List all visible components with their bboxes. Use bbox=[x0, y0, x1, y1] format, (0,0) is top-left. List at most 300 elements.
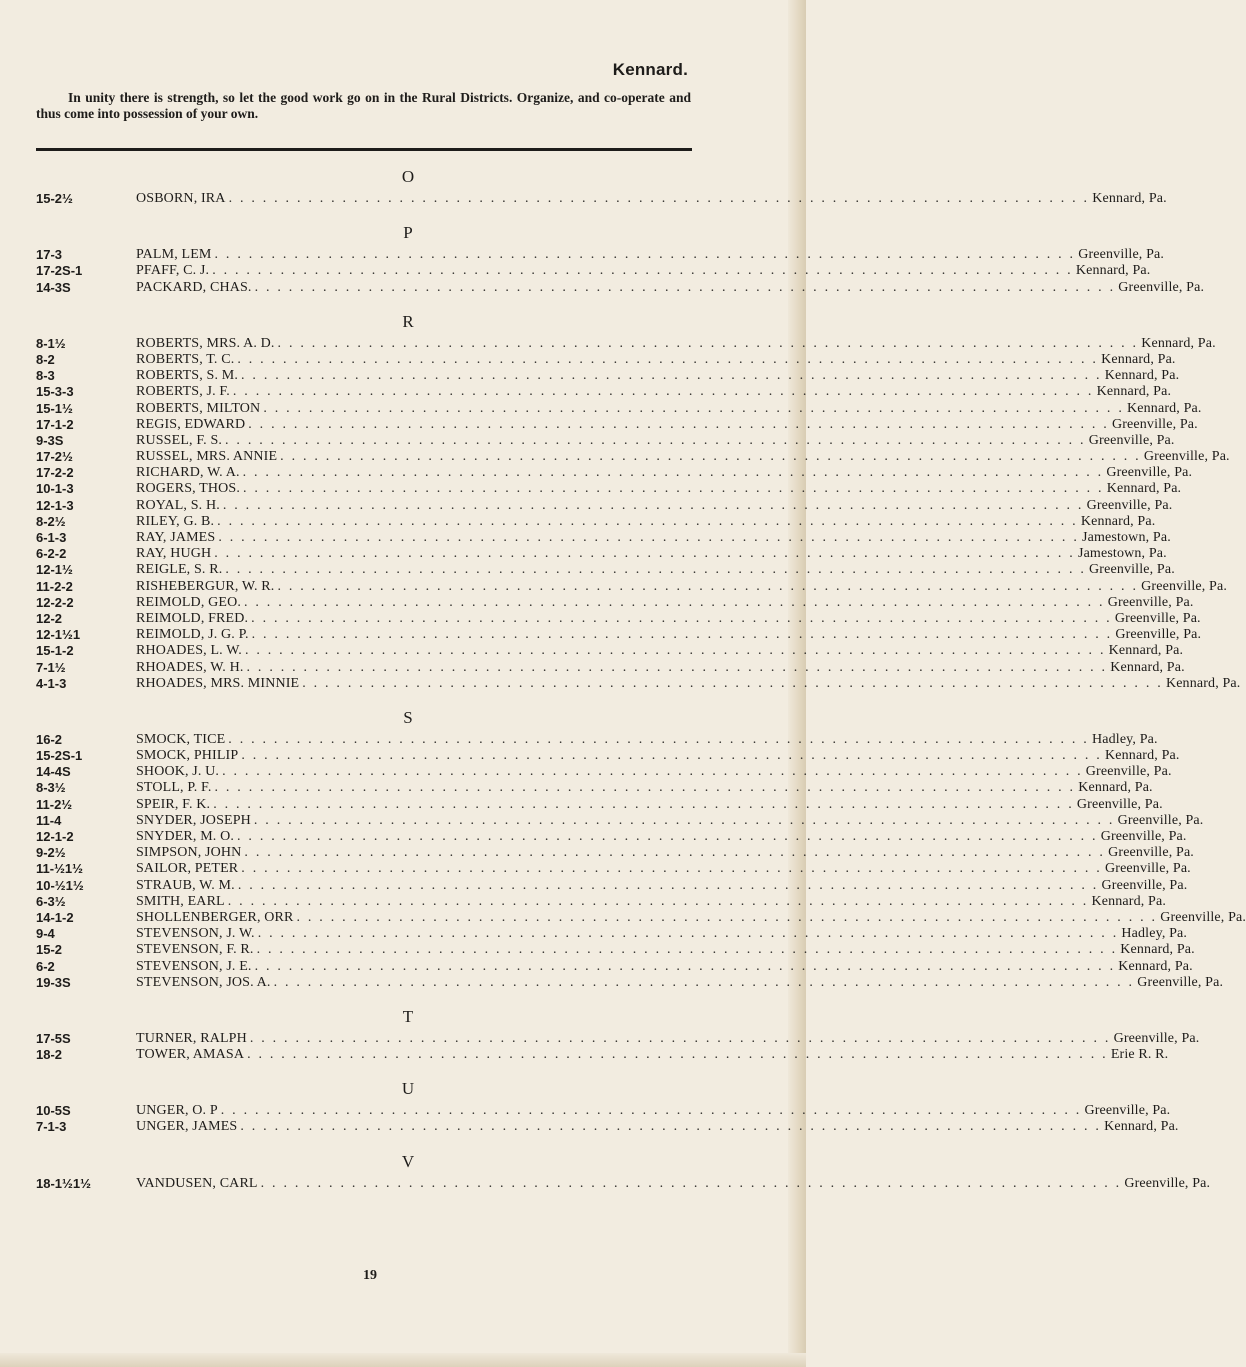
entry-line bbox=[136, 513, 1156, 530]
entry-name: RHOADES, L. W. bbox=[136, 643, 242, 659]
page-bottom-edge bbox=[0, 1353, 806, 1367]
list-item bbox=[0, 893, 1166, 910]
entry-location: Greenville, Pa. bbox=[1111, 416, 1198, 432]
entry-code: 19-3S bbox=[36, 974, 71, 990]
list-item bbox=[0, 780, 1153, 796]
entry-line bbox=[136, 958, 1193, 975]
entry-line bbox=[136, 877, 1188, 894]
dot-leader: . . . . . . . . . . . . . . . . . . . . . . . . . . . . . . . . . . . . . . . . . . . . . . . . . . . . . . . . . . . . . . . . . . . . . . . . . . . . bbox=[249, 1030, 1111, 1046]
entry-code: 12-1-2 bbox=[36, 829, 74, 844]
dot-leader: . . . . . . . . . . . . . . . . . . . . . . . . . . . . . . . . . . . . . . . . . . . . . . . . . . . . . . . . . . . . . . . . . . . . . . . . . . . . bbox=[277, 335, 1139, 351]
dot-leader: . . . . . . . . . . . . . . . . . . . . . . . . . . . . . . . . . . . . . . . . . . . . . . . . . . . . . . . . . . . . . . . . . . . . . . . . . . . . bbox=[244, 845, 1106, 861]
entry-location: Kennard, Pa. bbox=[1118, 958, 1193, 974]
dot-leader: . . . . . . . . . . . . . . . . . . . . . . . . . . . . . . . . . . . . . . . . . . . . . . . . . . . . . . . . . . . . . . . . . . . . . . . . . . . . bbox=[248, 416, 1109, 432]
dot-leader: . . . . . . . . . . . . . . . . . . . . . . . . . . . . . . . . . . . . . . . . . . . . . . . . . . . . . . . . . . . . . . . . . . . . . . . . . . . . bbox=[263, 400, 1125, 416]
entry-location: Greenville, Pa. bbox=[1108, 845, 1194, 861]
list-item bbox=[0, 1103, 1171, 1119]
entry-name: STEVENSON, F. R. bbox=[136, 942, 254, 958]
entry-code: 11-½1½ bbox=[36, 861, 83, 877]
dot-leader: . . . . . . . . . . . . . . . . . . . . . . . . . . . . . . . . . . . . . . . . . . . . . . . . . . . . . . . . . . . . . . . . . . . . . . . . . . . . bbox=[256, 942, 1118, 958]
entry-line bbox=[136, 812, 1204, 829]
section-r bbox=[0, 308, 1241, 692]
entry-code: 17-5S bbox=[36, 1030, 71, 1046]
entry-code: 12-2 bbox=[36, 610, 63, 626]
page-title: Kennard. bbox=[612, 60, 688, 79]
entry-line bbox=[136, 845, 1194, 861]
section-letter: U bbox=[401, 1079, 415, 1099]
entry-line bbox=[136, 659, 1185, 676]
list-item bbox=[0, 942, 1195, 958]
dot-leader: . . . . . . . . . . . . . . . . . . . . . . . . . . . . . . . . . . . . . . . . . . . . . . . . . . . . . . . . . . . . . . . . . . . . . . . . . . . . bbox=[237, 877, 1099, 893]
entry-location: Greenville, Pa. bbox=[1114, 610, 1201, 626]
entry-name: RICHARD, W. A. bbox=[136, 465, 240, 481]
entry-location: Kennard, Pa. bbox=[1101, 351, 1176, 367]
entry-location: Greenville, Pa. bbox=[1107, 594, 1194, 610]
entry-code: 10-1-3 bbox=[36, 481, 74, 497]
section-u bbox=[0, 1075, 1179, 1135]
entry-location: Greenville, Pa. bbox=[1124, 1175, 1211, 1191]
entry-line bbox=[136, 279, 1205, 296]
list-item bbox=[0, 578, 1227, 595]
entry-location: Kennard, Pa. bbox=[1108, 643, 1184, 659]
dot-leader: . . . . . . . . . . . . . . . . . . . . . . . . . . . . . . . . . . . . . . . . . . . . . . . . . . . . . . . . . . . . . . . . . . . . . . . . . . . . bbox=[232, 384, 1094, 400]
entry-code: 10-5S bbox=[36, 1103, 71, 1119]
entry-location: Kennard, Pa. bbox=[1078, 780, 1153, 796]
entry-location: Greenville, Pa. bbox=[1141, 578, 1227, 594]
dot-leader: . . . . . . . . . . . . . . . . . . . . . . . . . . . . . . . . . . . . . . . . . . . . . . . . . . . . . . . . . . . . . . . . . . . . . . . . . . . . bbox=[241, 748, 1103, 764]
entry-location: Kennard, Pa. bbox=[1092, 191, 1167, 206]
entry-code: 15-3-3 bbox=[36, 384, 74, 400]
entry-code: 7-1-3 bbox=[36, 1119, 67, 1135]
entry-line bbox=[136, 247, 1165, 263]
list-item bbox=[0, 958, 1193, 975]
list-item bbox=[0, 247, 1165, 263]
dot-leader: . . . . . . . . . . . . . . . . . . . . . . . . . . . . . . . . . . . . . . . . . . . . . . . . . . . . . . . . . . . . . . . . . . . . . . . . . . . . bbox=[220, 1103, 1082, 1119]
entry-location: Kennard, Pa. bbox=[1080, 513, 1156, 529]
dot-leader: . . . . . . . . . . . . . . . . . . . . . . . . . . . . . . . . . . . . . . . . . . . . . . . . . . . . . . . . . . . . . . . . . . . . . . . . . . . . bbox=[222, 497, 1084, 513]
entry-location: Greenville, Pa. bbox=[1137, 974, 1224, 990]
entry-line bbox=[136, 974, 1224, 991]
entry-code: 8-3½ bbox=[36, 780, 66, 796]
entry-code: 6-1-3 bbox=[36, 530, 67, 545]
section-letter: R bbox=[402, 311, 414, 331]
entry-name: STEVENSON, JOS. A. bbox=[136, 974, 271, 990]
entry-line bbox=[136, 432, 1175, 449]
entry-name: ROBERTS, MRS. A. D. bbox=[136, 335, 275, 351]
list-item bbox=[0, 829, 1187, 845]
list-item bbox=[0, 1175, 1211, 1192]
dot-leader: . . . . . . . . . . . . . . . . . . . . . . . . . . . . . . . . . . . . . . . . . . . . . . . . . . . . . . . . . . . . . . . . . . . . . . . . . . . . bbox=[212, 263, 1073, 279]
section-letter: P bbox=[403, 223, 413, 243]
entry-code: 12-2-2 bbox=[36, 594, 74, 610]
entry-name: STOLL, P. F. bbox=[136, 780, 212, 796]
entry-location: Greenville, Pa. bbox=[1085, 764, 1172, 780]
entry-name: UNGER, O. P bbox=[136, 1103, 218, 1119]
entry-line bbox=[136, 1047, 1169, 1063]
dot-leader: . . . . . . . . . . . . . . . . . . . . . . . . . . . . . . . . . . . . . . . . . . . . . . . . . . . . . . . . . . . . . . . . . . . . . . . . . . . . bbox=[257, 926, 1119, 942]
entry-name: RAY, HUGH bbox=[136, 546, 212, 562]
list-item bbox=[0, 845, 1194, 861]
entry-line bbox=[136, 942, 1195, 958]
entry-location: Hadley, Pa. bbox=[1121, 926, 1188, 942]
entry-code: 15-1½ bbox=[36, 400, 73, 416]
dot-leader: . . . . . . . . . . . . . . . . . . . . . . . . . . . . . . . . . . . . . . . . . . . . . . . . . . . . . . . . . . . . . . . . . . . . . . . . . . . . bbox=[227, 893, 1089, 909]
dot-leader: . . . . . . . . . . . . . . . . . . . . . . . . . . . . . . . . . . . . . . . . . . . . . . . . . . . . . . . . . . . . . . . . . . . . . . . . . . . . bbox=[254, 279, 1116, 295]
entry-location: Hadley, Pa. bbox=[1092, 731, 1158, 747]
entry-code: 8-3 bbox=[36, 368, 55, 384]
entry-line bbox=[136, 731, 1158, 748]
entry-name: TURNER, RALPH bbox=[136, 1030, 247, 1046]
entry-location: Jamestown, Pa. bbox=[1082, 530, 1171, 545]
entry-line bbox=[136, 335, 1216, 352]
entry-name: PFAFF, C. J. bbox=[136, 263, 210, 279]
entry-location: Greenville, Pa. bbox=[1106, 465, 1193, 481]
list-item bbox=[0, 731, 1158, 748]
entry-location: Kennard, Pa. bbox=[1141, 335, 1216, 351]
entry-code: 6-2-2 bbox=[36, 546, 67, 562]
entry-line bbox=[136, 909, 1246, 926]
dot-leader: . . . . . . . . . . . . . . . . . . . . . . . . . . . . . . . . . . . . . . . . . . . . . . . . . . . . . . . . . . . . . . . . . . . . . . . . . . . . bbox=[240, 1119, 1102, 1135]
dot-leader: . . . . . . . . . . . . . . . . . . . . . . . . . . . . . . . . . . . . . . . . . . . . . . . . . . . . . . . . . . . . . . . . . . . . . . . . . . . . bbox=[247, 1047, 1108, 1063]
entry-code: 15-2 bbox=[36, 942, 63, 958]
entry-code: 15-2S-1 bbox=[36, 748, 83, 764]
entry-name: RHOADES, W. H. bbox=[136, 659, 244, 675]
entry-code: 8-2½ bbox=[36, 513, 66, 529]
section-letter: V bbox=[401, 1151, 415, 1171]
entry-code: 9-2½ bbox=[36, 845, 66, 861]
entry-code: 11-2-2 bbox=[36, 578, 73, 594]
list-item bbox=[0, 497, 1173, 514]
entry-code: 12-1½1 bbox=[36, 627, 81, 643]
list-item bbox=[0, 530, 1171, 546]
entry-name: STEVENSON, J. E. bbox=[136, 958, 252, 974]
entry-name: REIMOLD, FRED. bbox=[136, 610, 249, 626]
directory-listing bbox=[0, 163, 1246, 1204]
entry-location: Greenville, Pa. bbox=[1089, 562, 1175, 578]
entry-code: 17-2-2 bbox=[36, 465, 74, 481]
entry-line bbox=[136, 497, 1173, 514]
entry-line bbox=[136, 594, 1194, 611]
section-letter: T bbox=[402, 1006, 414, 1026]
entry-code: 16-2 bbox=[36, 731, 63, 747]
dot-leader: . . . . . . . . . . . . . . . . . . . . . . . . . . . . . . . . . . . . . . . . . . . . . . . . . . . . . . . . . . . . . . . . . . . . . . . . . . . . bbox=[241, 368, 1102, 384]
entry-line bbox=[136, 1175, 1211, 1192]
entry-line bbox=[136, 764, 1172, 780]
entry-location: Greenville, Pa. bbox=[1160, 909, 1246, 925]
entry-code: 17-2S-1 bbox=[36, 263, 83, 279]
entry-code: 7-1½ bbox=[36, 659, 66, 675]
intro-paragraph: In unity there is strength, so let the good work go on in the Rural Districts. Organize, and co-operate and thus come into possession of your own. bbox=[36, 90, 691, 121]
entry-location: Kennard, Pa. bbox=[1110, 659, 1185, 675]
entry-location: Jamestown, Pa. bbox=[1077, 546, 1167, 562]
entry-line bbox=[136, 368, 1180, 384]
dot-leader: . . . . . . . . . . . . . . . . . . . . . . . . . . . . . . . . . . . . . . . . . . . . . . . . . . . . . . . . . . . . . . . . . . . . . . . . . . . . bbox=[251, 627, 1113, 643]
entry-name: STRAUB, W. M. bbox=[136, 877, 235, 893]
entry-code: 17-1-2 bbox=[36, 416, 74, 432]
entry-line bbox=[136, 546, 1167, 562]
entry-location: Kennard, Pa. bbox=[1096, 384, 1172, 400]
list-item bbox=[0, 764, 1172, 780]
list-item bbox=[0, 279, 1205, 296]
entry-name: ROGERS, THOS. bbox=[136, 481, 240, 497]
entry-name: SAILOR, PETER bbox=[136, 861, 239, 877]
section-letter: S bbox=[403, 707, 413, 727]
entry-name: SHOLLENBERGER, ORR bbox=[136, 909, 294, 925]
dot-leader: . . . . . . . . . . . . . . . . . . . . . . . . . . . . . . . . . . . . . . . . . . . . . . . . . . . . . . . . . . . . . . . . . . . . . . . . . . . . bbox=[218, 530, 1080, 545]
entry-location: Kennard, Pa. bbox=[1105, 748, 1180, 764]
dot-leader: . . . . . . . . . . . . . . . . . . . . . . . . . . . . . . . . . . . . . . . . . . . . . . . . . . . . . . . . . . . . . . . . . . . . . . . . . . . . bbox=[213, 796, 1074, 812]
entry-name: RISHEBERGUR, W. R. bbox=[136, 578, 275, 594]
entry-code: 9-4 bbox=[36, 926, 55, 942]
dot-leader: . . . . . . . . . . . . . . . . . . . . . . . . . . . . . . . . . . . . . . . . . . . . . . . . . . . . . . . . . . . . . . . . . . . . . . . . . . . . bbox=[296, 909, 1158, 925]
entry-location: Greenville, Pa. bbox=[1143, 449, 1230, 465]
entry-line bbox=[136, 861, 1191, 877]
entry-code: 6-3½ bbox=[36, 893, 66, 909]
dot-leader: . . . . . . . . . . . . . . . . . . . . . . . . . . . . . . . . . . . . . . . . . . . . . . . . . . . . . . . . . . . . . . . . . . . . . . . . . . . . bbox=[228, 731, 1089, 747]
entry-location: Kennard, Pa. bbox=[1120, 942, 1195, 958]
dot-leader: . . . . . . . . . . . . . . . . . . . . . . . . . . . . . . . . . . . . . . . . . . . . . . . . . . . . . . . . . . . . . . . . . . . . . . . . . . . . bbox=[243, 481, 1104, 497]
entry-location: Kennard, Pa. bbox=[1104, 368, 1180, 384]
list-item bbox=[0, 368, 1180, 384]
list-item bbox=[0, 748, 1180, 764]
dot-leader: . . . . . . . . . . . . . . . . . . . . . . . . . . . . . . . . . . . . . . . . . . . . . . . . . . . . . . . . . . . . . . . . . . . . . . . . . . . . bbox=[273, 974, 1135, 990]
entry-name: SIMPSON, JOHN bbox=[136, 845, 242, 861]
entry-name: REIGLE, S. R. bbox=[136, 562, 223, 578]
entry-name: PACKARD, CHAS. bbox=[136, 279, 252, 295]
entry-line bbox=[136, 1030, 1200, 1047]
entry-name: STEVENSON, J. W. bbox=[136, 926, 255, 942]
list-item bbox=[0, 481, 1182, 497]
entry-line bbox=[136, 578, 1227, 595]
dot-leader: . . . . . . . . . . . . . . . . . . . . . . . . . . . . . . . . . . . . . . . . . . . . . . . . . . . . . . . . . . . . . . . . . . . . . . . . . . . . bbox=[246, 659, 1108, 675]
list-item bbox=[0, 659, 1185, 676]
list-item bbox=[0, 562, 1175, 578]
list-item bbox=[0, 416, 1198, 433]
entry-code: 17-2½ bbox=[36, 449, 73, 465]
entry-line bbox=[136, 191, 1167, 207]
entry-name: RAY, JAMES bbox=[136, 530, 216, 545]
dot-leader: . . . . . . . . . . . . . . . . . . . . . . . . . . . . . . . . . . . . . . . . . . . . . . . . . . . . . . . . . . . . . . . . . . . . . . . . . . . . bbox=[222, 764, 1083, 780]
entry-name: OSBORN, IRA bbox=[136, 191, 226, 206]
entry-line bbox=[136, 449, 1230, 465]
entry-line bbox=[136, 1103, 1171, 1119]
dot-leader: . . . . . . . . . . . . . . . . . . . . . . . . . . . . . . . . . . . . . . . . . . . . . . . . . . . . . . . . . . . . . . . . . . . . . . . . . . . . bbox=[225, 432, 1086, 448]
dot-leader: . . . . . . . . . . . . . . . . . . . . . . . . . . . . . . . . . . . . . . . . . . . . . . . . . . . . . . . . . . . . . . . . . . . . . . . . . . . . bbox=[253, 812, 1115, 828]
header-rule bbox=[36, 148, 692, 151]
list-item bbox=[0, 610, 1201, 627]
entry-code: 14-4S bbox=[36, 764, 71, 780]
entry-code: 6-2 bbox=[36, 958, 55, 974]
list-item bbox=[0, 351, 1176, 368]
entry-code: 15-2½ bbox=[36, 191, 73, 206]
entry-name: SPEIR, F. K. bbox=[136, 796, 211, 812]
dot-leader: . . . . . . . . . . . . . . . . . . . . . . . . . . . . . . . . . . . . . . . . . . . . . . . . . . . . . . . . . . . . . . . . . . . . . . . . . . . . bbox=[237, 829, 1098, 844]
entry-line bbox=[136, 829, 1187, 845]
entry-name: RHOADES, MRS. MINNIE bbox=[136, 675, 300, 691]
dot-leader: . . . . . . . . . . . . . . . . . . . . . . . . . . . . . . . . . . . . . . . . . . . . . . . . . . . . . . . . . . . . . . . . . . . . . . . . . . . . bbox=[280, 449, 1141, 465]
dot-leader: . . . . . . . . . . . . . . . . . . . . . . . . . . . . . . . . . . . . . . . . . . . . . . . . . . . . . . . . . . . . . . . . . . . . . . . . . . . . bbox=[254, 958, 1116, 974]
dot-leader: . . . . . . . . . . . . . . . . . . . . . . . . . . . . . . . . . . . . . . . . . . . . . . . . . . . . . . . . . . . . . . . . . . . . . . . . . . . . bbox=[242, 465, 1104, 481]
entry-line bbox=[136, 384, 1172, 400]
entry-name: SMOCK, TICE bbox=[136, 731, 226, 747]
list-item bbox=[0, 513, 1156, 530]
entry-line bbox=[136, 400, 1202, 417]
entry-code: 11-4 bbox=[36, 812, 62, 828]
list-item bbox=[0, 861, 1191, 877]
entry-line bbox=[136, 416, 1198, 433]
list-item bbox=[0, 643, 1184, 659]
entry-location: Greenville, Pa. bbox=[1118, 279, 1205, 295]
dot-leader: . . . . . . . . . . . . . . . . . . . . . . . . . . . . . . . . . . . . . . . . . . . . . . . . . . . . . . . . . . . . . . . . . . . . . . . . . . . . bbox=[214, 780, 1076, 796]
dot-leader: . . . . . . . . . . . . . . . . . . . . . . . . . . . . . . . . . . . . . . . . . . . . . . . . . . . . . . . . . . . . . . . . . . . . . . . . . . . . bbox=[251, 610, 1112, 626]
entry-line bbox=[136, 530, 1171, 546]
section-v bbox=[0, 1148, 1211, 1192]
entry-name: RILEY, G. B. bbox=[136, 513, 215, 529]
list-item bbox=[0, 384, 1172, 400]
entry-location: Kennard, Pa. bbox=[1165, 675, 1241, 691]
entry-line bbox=[136, 351, 1176, 368]
list-item bbox=[0, 877, 1188, 894]
list-item bbox=[0, 796, 1163, 813]
entry-name: PALM, LEM bbox=[136, 247, 212, 263]
entry-name: ROBERTS, MILTON bbox=[136, 400, 261, 416]
entry-location: Greenville, Pa. bbox=[1086, 497, 1173, 513]
entry-code: 14-1-2 bbox=[36, 909, 74, 925]
page-number: 19 bbox=[363, 1268, 377, 1283]
section-p bbox=[0, 219, 1205, 296]
list-item bbox=[0, 1047, 1169, 1063]
list-item bbox=[0, 335, 1216, 352]
entry-line bbox=[136, 796, 1163, 813]
entry-name: REGIS, EDWARD bbox=[136, 416, 246, 432]
entry-name: REIMOLD, J. G. P. bbox=[136, 627, 249, 643]
entry-code: 10-½1½ bbox=[36, 877, 84, 893]
entry-code: 8-2 bbox=[36, 351, 55, 367]
entry-line bbox=[136, 610, 1201, 627]
list-item bbox=[0, 926, 1188, 942]
entry-location: Greenville, Pa. bbox=[1088, 432, 1175, 448]
entry-line bbox=[136, 926, 1188, 942]
entry-name: SMITH, EARL bbox=[136, 893, 225, 909]
entry-name: ROBERTS, S. M. bbox=[136, 368, 239, 384]
entry-line bbox=[136, 1119, 1179, 1135]
list-item bbox=[0, 400, 1202, 417]
dot-leader: . . . . . . . . . . . . . . . . . . . . . . . . . . . . . . . . . . . . . . . . . . . . . . . . . . . . . . . . . . . . . . . . . . . . . . . . . . . . bbox=[237, 351, 1099, 367]
entry-line bbox=[136, 893, 1166, 910]
entry-location: Kennard, Pa. bbox=[1091, 893, 1166, 909]
entry-line bbox=[136, 627, 1202, 643]
dot-leader: . . . . . . . . . . . . . . . . . . . . . . . . . . . . . . . . . . . . . . . . . . . . . . . . . . . . . . . . . . . . . . . . . . . . . . . . . . . . bbox=[217, 513, 1078, 529]
entry-line bbox=[136, 643, 1184, 659]
list-item bbox=[0, 465, 1193, 481]
dot-leader: . . . . . . . . . . . . . . . . . . . . . . . . . . . . . . . . . . . . . . . . . . . . . . . . . . . . . . . . . . . . . . . . . . . . . . . . . . . . bbox=[277, 578, 1139, 594]
entry-name: RUSSEL, MRS. ANNIE bbox=[136, 449, 278, 465]
entry-location: Greenville, Pa. bbox=[1113, 1030, 1200, 1046]
section-letter: O bbox=[401, 167, 415, 186]
list-item bbox=[0, 627, 1202, 643]
entry-location: Greenville, Pa. bbox=[1117, 812, 1204, 828]
entry-code: 12-1-3 bbox=[36, 497, 74, 513]
entry-location: Greenville, Pa. bbox=[1100, 829, 1187, 844]
section-s bbox=[0, 704, 1246, 991]
dot-leader: . . . . . . . . . . . . . . . . . . . . . . . . . . . . . . . . . . . . . . . . . . . . . . . . . . . . . . . . . . . . . . . . . . . . . . . . . . . . bbox=[260, 1175, 1122, 1191]
entry-name: SHOOK, J. U. bbox=[136, 764, 220, 780]
entry-line bbox=[136, 562, 1175, 578]
list-item bbox=[0, 675, 1241, 692]
entry-code: 18-2 bbox=[36, 1047, 63, 1063]
entry-location: Greenville, Pa. bbox=[1105, 861, 1191, 877]
list-item bbox=[0, 263, 1151, 279]
entry-code: 14-3S bbox=[36, 279, 71, 295]
entry-line bbox=[136, 780, 1153, 796]
list-item bbox=[0, 1119, 1179, 1135]
dot-leader: . . . . . . . . . . . . . . . . . . . . . . . . . . . . . . . . . . . . . . . . . . . . . . . . . . . . . . . . . . . . . . . . . . . . . . . . . . . . bbox=[228, 191, 1090, 206]
entry-name: REIMOLD, GEO. bbox=[136, 594, 241, 610]
list-item bbox=[0, 812, 1204, 829]
entry-location: Kennard, Pa. bbox=[1127, 400, 1202, 416]
entry-name: ROBERTS, J. F. bbox=[136, 384, 230, 400]
entry-location: Greenville, Pa. bbox=[1078, 247, 1165, 263]
dot-leader: . . . . . . . . . . . . . . . . . . . . . . . . . . . . . . . . . . . . . . . . . . . . . . . . . . . . . . . . . . . . . . . . . . . . . . . . . . . . bbox=[225, 562, 1087, 578]
entry-location: Kennard, Pa. bbox=[1106, 481, 1182, 497]
list-item bbox=[0, 191, 1167, 207]
entry-line bbox=[136, 748, 1180, 764]
section-t bbox=[0, 1003, 1200, 1063]
entry-code: 8-1½ bbox=[36, 335, 66, 351]
dot-leader: . . . . . . . . . . . . . . . . . . . . . . . . . . . . . . . . . . . . . . . . . . . . . . . . . . . . . . . . . . . . . . . . . . . . . . . . . . . . bbox=[214, 247, 1076, 263]
entry-line bbox=[136, 675, 1241, 692]
entry-location: Greenville, Pa. bbox=[1115, 627, 1202, 643]
list-item bbox=[0, 432, 1175, 449]
list-item bbox=[0, 594, 1194, 611]
entry-name: UNGER, JAMES bbox=[136, 1119, 238, 1135]
list-item bbox=[0, 449, 1230, 465]
entry-line bbox=[136, 263, 1151, 279]
list-item bbox=[0, 974, 1224, 991]
entry-location: Greenville, Pa. bbox=[1101, 877, 1188, 893]
list-item bbox=[0, 1030, 1200, 1047]
dot-leader: . . . . . . . . . . . . . . . . . . . . . . . . . . . . . . . . . . . . . . . . . . . . . . . . . . . . . . . . . . . . . . . . . . . . . . . . . . . . bbox=[244, 643, 1106, 659]
section-o bbox=[0, 163, 1167, 207]
entry-name: SNYDER, M. O. bbox=[136, 829, 235, 844]
entry-location: Greenville, Pa. bbox=[1084, 1103, 1171, 1119]
entry-location: Kennard, Pa. bbox=[1075, 263, 1151, 279]
entry-line bbox=[136, 465, 1193, 481]
entry-code: 15-1-2 bbox=[36, 643, 74, 659]
entry-code: 9-3S bbox=[36, 432, 64, 448]
entry-name: RUSSEL, F. S. bbox=[136, 432, 223, 448]
entry-code: 17-3 bbox=[36, 247, 63, 263]
dot-leader: . . . . . . . . . . . . . . . . . . . . . . . . . . . . . . . . . . . . . . . . . . . . . . . . . . . . . . . . . . . . . . . . . . . . . . . . . . . . bbox=[241, 861, 1102, 877]
entry-location: Kennard, Pa. bbox=[1104, 1119, 1179, 1135]
entry-location: Greenville, Pa. bbox=[1076, 796, 1163, 812]
entry-code: 18-1½1½ bbox=[36, 1175, 91, 1191]
entry-line bbox=[136, 481, 1182, 497]
entry-name: ROBERTS, T. C. bbox=[136, 351, 235, 367]
entry-code: 12-1½ bbox=[36, 562, 73, 578]
entry-name: TOWER, AMASA bbox=[136, 1047, 245, 1063]
list-item bbox=[0, 909, 1246, 926]
list-item bbox=[0, 546, 1167, 562]
dot-leader: . . . . . . . . . . . . . . . . . . . . . . . . . . . . . . . . . . . . . . . . . . . . . . . . . . . . . . . . . . . . . . . . . . . . . . . . . . . . bbox=[244, 594, 1105, 610]
entry-name: SMOCK, PHILIP bbox=[136, 748, 239, 764]
entry-name: SNYDER, JOSEPH bbox=[136, 812, 251, 828]
dot-leader: . . . . . . . . . . . . . . . . . . . . . . . . . . . . . . . . . . . . . . . . . . . . . . . . . . . . . . . . . . . . . . . . . . . . . . . . . . . . bbox=[214, 546, 1075, 562]
entry-name: ROYAL, S. H. bbox=[136, 497, 220, 513]
dot-leader: . . . . . . . . . . . . . . . . . . . . . . . . . . . . . . . . . . . . . . . . . . . . . . . . . . . . . . . . . . . . . . . . . . . . . . . . . . . . bbox=[302, 675, 1163, 691]
entry-location: Erie R. R. bbox=[1110, 1047, 1169, 1063]
entry-code: 4-1-3 bbox=[36, 675, 67, 691]
